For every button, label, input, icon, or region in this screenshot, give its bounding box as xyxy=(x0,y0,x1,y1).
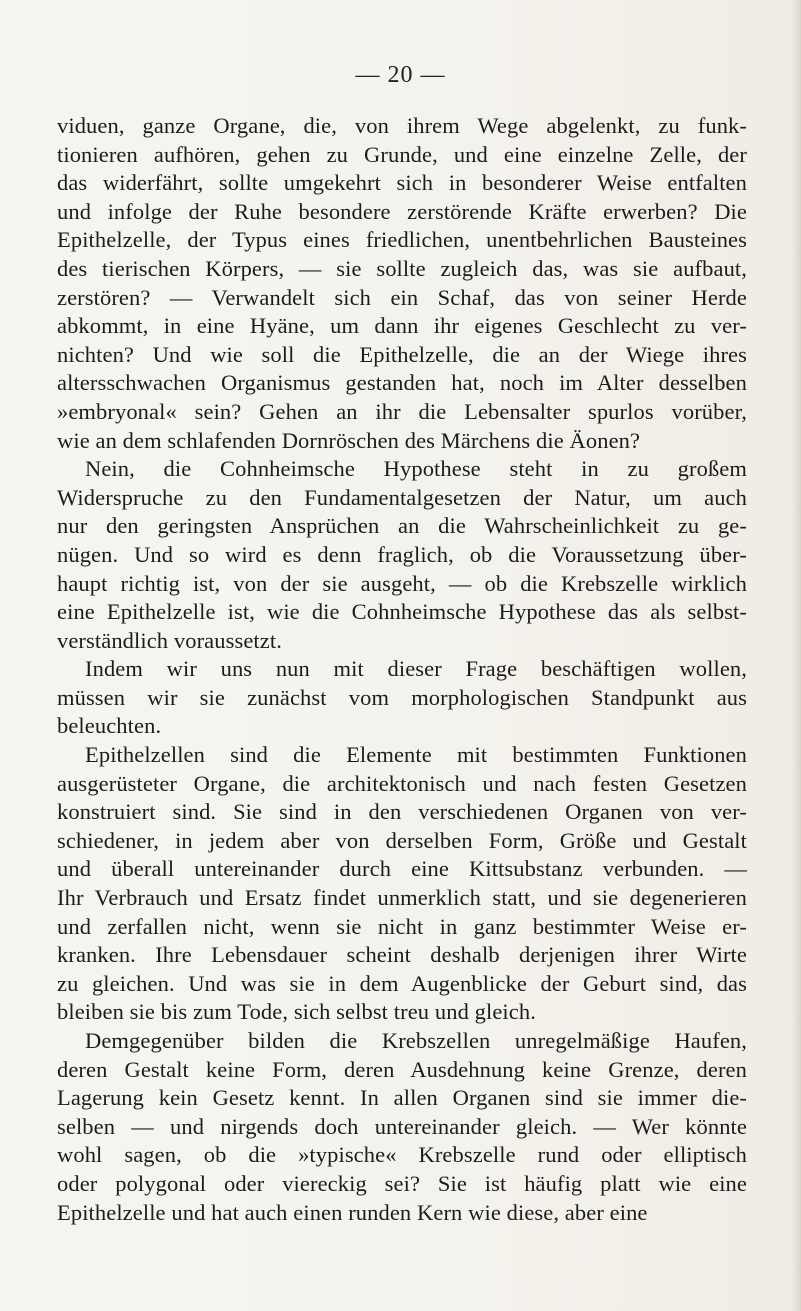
text-line: kranken. Ihre Lebensdauer scheint deshalb derjenigen ihrer Wirte xyxy=(57,942,747,968)
text-line: verständlich voraussetzt. xyxy=(57,627,282,653)
text-line: Demgegenüber bilden die Krebszellen unregelmäßige Haufen, xyxy=(85,1028,747,1053)
text-line: nur den geringsten Ansprüchen an die Wahrscheinlichkeit zu ge- xyxy=(57,513,747,539)
text-line: Epithelzelle, der Typus eines friedlichen, unentbehrlichen Bausteines xyxy=(57,227,747,253)
text-line: Epithelzellen sind die Elemente mit bestimmten Funktionen xyxy=(85,742,747,768)
text-line: das widerfährt, sollte umgekehrt sich in besonderer Weise entfalten xyxy=(57,170,747,196)
text-line: müssen wir sie zunächst vom morphologischen Standpunkt aus xyxy=(57,684,747,710)
text-line: beleuchten. xyxy=(57,713,162,739)
text-line: bleiben sie bis zum Tode, sich selbst treu und gleich. xyxy=(57,999,536,1025)
text-line: Widerspruche zu den Fundamentalgesetzen der Natur, um auch xyxy=(57,484,747,510)
text-line: deren Gestalt keine Form, deren Ausdehnung keine Grenze, deren xyxy=(57,1056,747,1082)
page-edge-shadow xyxy=(791,0,801,1311)
paragraph xyxy=(57,455,747,655)
text-line: Lagerung kein Gesetz kennt. In allen Organen sind sie immer die- xyxy=(57,1085,747,1111)
text-line: ausgerüsteter Organe, die architektonisch und nach festen Gesetzen xyxy=(57,770,747,796)
text-line: tionieren aufhören, gehen zu Grunde, und eine einzelne Zelle, der xyxy=(57,141,747,167)
text-line: schiedener, in jedem aber von derselben Form, Größe und Gestalt xyxy=(57,827,747,853)
text-line: wie an dem schlafenden Dornröschen des Märchens die Äonen? xyxy=(57,427,641,453)
text-line: haupt richtig ist, von der sie ausgeht, — ob die Krebszelle wirklich xyxy=(57,570,747,596)
body-text xyxy=(57,112,747,1227)
text-line: oder polygonal oder viereckig sei? Sie ist häufig platt wie eine xyxy=(57,1170,747,1196)
text-line: nichten? Und wie soll die Epithelzelle, die an der Wiege ihres xyxy=(57,341,747,367)
text-line: wohl sagen, ob die »typische« Krebszelle rund oder elliptisch xyxy=(57,1142,747,1168)
text-line: selben — und nirgends doch untereinander gleich. — Wer könnte xyxy=(57,1113,747,1139)
paragraph xyxy=(57,741,747,1027)
text-line: eine Epithelzelle ist, wie die Cohnheimsche Hypothese das als selbst- xyxy=(57,599,747,625)
text-line: und zerfallen nicht, wenn sie nicht in ganz bestimmter Weise er- xyxy=(57,913,747,939)
text-line: Epithelzelle und hat auch einen runden Kern wie diese, aber eine xyxy=(57,1199,648,1225)
text-line: zerstören? — Verwandelt sich ein Schaf, das von seiner Herde xyxy=(57,284,747,310)
paragraph xyxy=(57,112,747,455)
text-line: viduen, ganze Organe, die, von ihrem Wege abgelenkt, zu funk- xyxy=(57,113,747,138)
text-line: nügen. Und so wird es denn fraglich, ob die Voraussetzung über- xyxy=(57,541,747,567)
paragraph xyxy=(57,655,747,741)
text-line: Ihr Verbrauch und Ersatz findet unmerklich statt, und sie degenerieren xyxy=(57,885,747,911)
text-line: konstruiert sind. Sie sind in den verschiedenen Organen von ver- xyxy=(57,799,747,825)
text-line: abkommt, in eine Hyäne, um dann ihr eigenes Geschlecht zu ver- xyxy=(57,313,747,339)
text-line: und infolge der Ruhe besondere zerstörende Kräfte erwerben? Die xyxy=(57,198,747,224)
text-line: zu gleichen. Und was sie in dem Augenblicke der Geburt sind, das xyxy=(57,970,747,996)
text-line: altersschwachen Organismus gestanden hat, noch im Alter desselben xyxy=(57,370,747,396)
text-line: Nein, die Cohnheimsche Hypothese steht in zu großem xyxy=(85,456,747,482)
page-number-header: — 20 — xyxy=(355,62,446,88)
text-line: des tierischen Körpers, — sie sollte zugleich das, was sie aufbaut, xyxy=(57,255,747,281)
text-line: »embryonal« sein? Gehen an ihr die Lebensalter spurlos vorüber, xyxy=(57,398,747,424)
text-line: Indem wir uns nun mit dieser Frage beschäftigen wollen, xyxy=(85,656,747,682)
paragraph xyxy=(57,1027,747,1227)
text-line: und überall untereinander durch eine Kittsubstanz verbunden. — xyxy=(57,856,747,882)
